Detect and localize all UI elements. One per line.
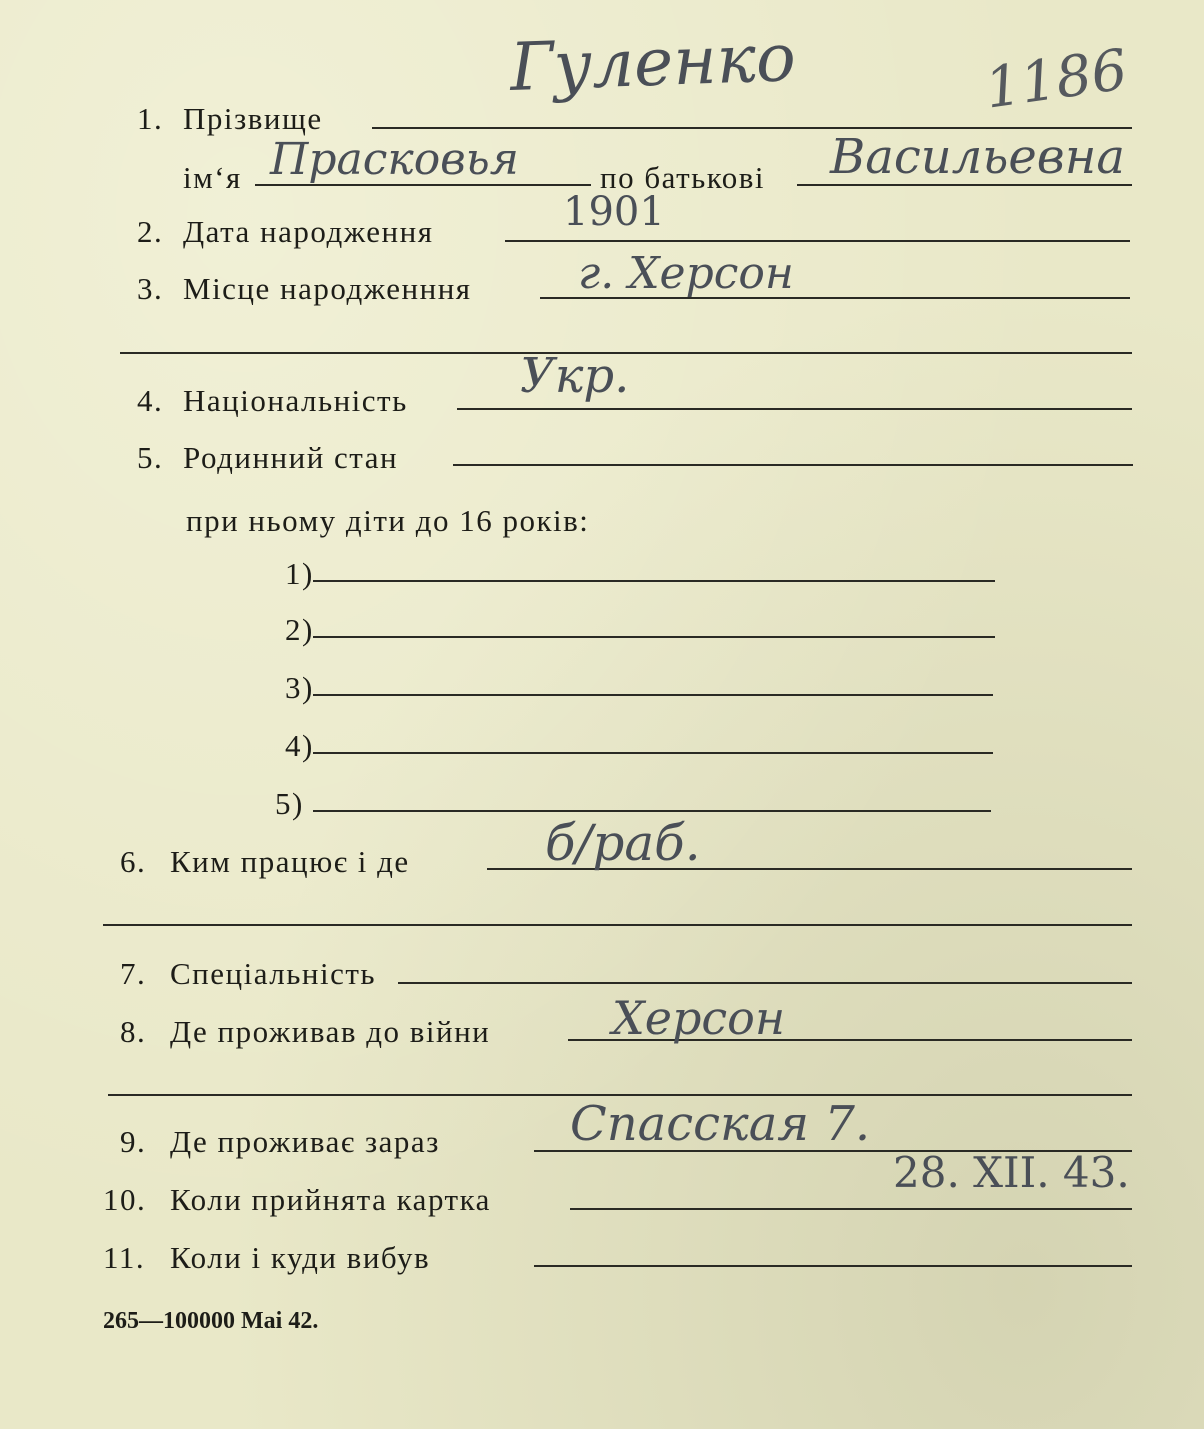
patronymic-label: по батькові xyxy=(600,160,765,195)
field-7-number: 7. xyxy=(120,956,147,991)
card-number: 1186 xyxy=(981,37,1132,122)
field-9-number: 9. xyxy=(120,1124,147,1159)
field-10-number: 10. xyxy=(103,1182,147,1217)
field-8-number: 8. xyxy=(120,1014,147,1049)
child-1-number: 1) xyxy=(285,556,314,591)
field-1-number: 1. xyxy=(137,101,164,136)
child-2-number: 2) xyxy=(285,612,314,647)
field-8-value: Херсон xyxy=(612,991,786,1045)
name-value: Прасковья xyxy=(270,134,519,185)
field-3-value: г. Херсон xyxy=(578,248,794,299)
field-4-label: Національність xyxy=(183,383,408,418)
field-5-number: 5. xyxy=(137,440,164,475)
field-2-value: 1901 xyxy=(563,189,665,235)
field-6-number: 6. xyxy=(120,844,147,879)
child-4-number: 4) xyxy=(285,728,314,763)
field-10-line xyxy=(570,1208,1132,1210)
field-2-line xyxy=(505,240,1130,242)
field-2-number: 2. xyxy=(137,214,164,249)
field-5-line xyxy=(453,464,1133,466)
child-3-number: 3) xyxy=(285,670,314,705)
field-11-label: Коли і куди вибув xyxy=(170,1240,431,1275)
patronymic-value: Васильевна xyxy=(830,129,1125,185)
field-4-number: 4. xyxy=(137,383,164,418)
field-8-label: Де проживав до війни xyxy=(170,1014,491,1049)
field-10-label: Коли прийнята картка xyxy=(170,1182,491,1217)
field-1-value: Гуленко xyxy=(508,19,797,106)
field-6-extra-line xyxy=(103,924,1132,926)
field-4-line xyxy=(457,408,1132,410)
field-10-value: 28. XII. 43. xyxy=(893,1148,1130,1197)
field-1-label: Прізвище xyxy=(183,101,323,136)
child-4-line xyxy=(313,752,993,754)
name-label: ім‘я xyxy=(183,160,242,195)
field-2-label: Дата народження xyxy=(183,214,434,249)
field-9-label: Де проживає зараз xyxy=(170,1124,440,1159)
child-1-line xyxy=(313,580,995,582)
field-3-label: Місце народженння xyxy=(183,271,472,306)
field-4-value: Укр. xyxy=(520,348,630,404)
field-7-line xyxy=(398,982,1132,984)
child-3-line xyxy=(313,694,993,696)
field-6-value: б/раб. xyxy=(545,814,701,872)
field-3-number: 3. xyxy=(137,271,164,306)
field-5-label: Родинний стан xyxy=(183,440,399,475)
child-5-number: 5) xyxy=(275,786,304,821)
field-9-value: Спасская 7. xyxy=(570,1096,871,1152)
children-label: при ньому діти до 16 років: xyxy=(186,503,590,538)
child-2-line xyxy=(313,636,995,638)
field-11-number: 11. xyxy=(103,1240,146,1275)
field-11-line xyxy=(534,1265,1132,1267)
child-5-line xyxy=(313,810,991,812)
field-6-label: Ким працює і де xyxy=(170,844,410,879)
field-7-label: Спеціальність xyxy=(170,956,377,991)
print-code: 265—100000 Mai 42. xyxy=(103,1308,319,1334)
